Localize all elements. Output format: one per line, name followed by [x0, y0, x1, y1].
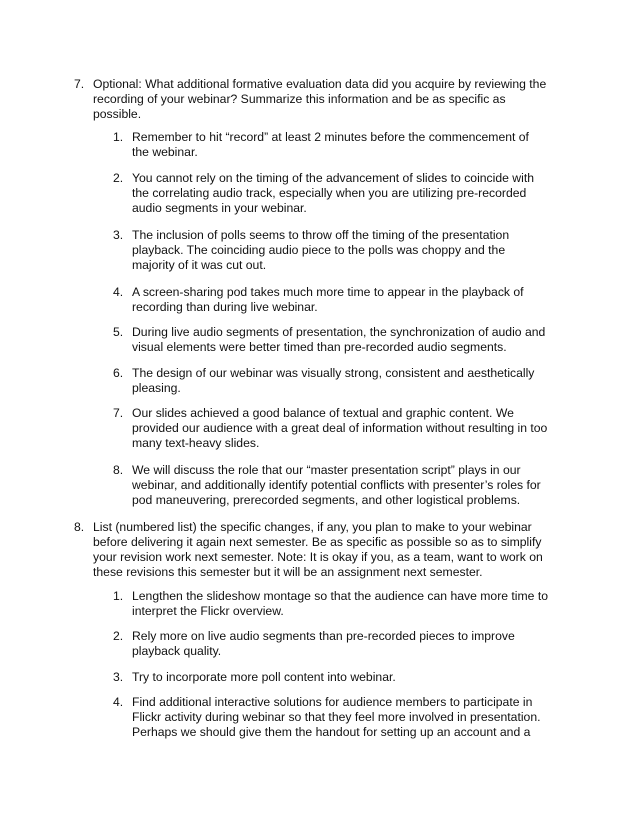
- question-text: Optional: What additional formative evaluation data did you acquire by reviewing the recording of your webinar? Summarize this information and be as specific as possible.: [93, 77, 547, 121]
- list-item-number: 6.: [113, 366, 124, 380]
- list-item-number: 5.: [113, 325, 124, 339]
- question-8: [74, 520, 574, 580]
- list-item-number: 3.: [113, 228, 124, 242]
- list-item-text: A screen-sharing pod takes much more time to appear in the playback of recording than during live webinar.: [132, 285, 524, 314]
- list-item: [113, 670, 575, 685]
- list-item: [113, 325, 575, 355]
- list-item-text: Find additional interactive solutions for audience members to participate in Flickr activity during webinar so that they feel more involved in presentation. Perhaps we should give them the handout for setting up an account and a: [132, 695, 541, 739]
- list-item: [113, 285, 575, 315]
- list-item-number: 4.: [113, 695, 124, 709]
- list-item-text: Our slides achieved a good balance of textual and graphic content. We provided our audience with a great deal of information without resulting in too many text-heavy slides.: [132, 406, 548, 450]
- list-item-text: Rely more on live audio segments than pre-recorded pieces to improve playback quality.: [132, 629, 515, 658]
- list-item-text: The design of our webinar was visually strong, consistent and aesthetically pleasing.: [132, 366, 535, 395]
- list-item-text: The inclusion of polls seems to throw off the timing of the presentation playback. The coinciding audio piece to the polls was choppy and the majority of it was cut out.: [132, 228, 510, 272]
- list-item: [113, 463, 575, 508]
- list-item-number: 1.: [113, 130, 124, 144]
- list-item: [113, 406, 575, 451]
- list-item: [113, 695, 575, 740]
- list-item: [113, 629, 575, 659]
- list-item: [113, 130, 575, 160]
- question-7: [74, 77, 574, 122]
- list-item-number: 2.: [113, 171, 124, 185]
- question-text: List (numbered list) the specific changes, if any, you plan to make to your webinar before delivering it again next semester. Be as specific as possible so as to simplify your revision work next semester. Note: It is okay if you, as a team, want to work on these revisions this semester but it will be an assignment next semester.: [93, 520, 543, 579]
- list-item: [113, 171, 575, 216]
- list-item-number: 1.: [113, 589, 124, 603]
- list-item: [113, 366, 575, 396]
- list-item-number: 2.: [113, 629, 124, 643]
- list-item-text: Try to incorporate more poll content into webinar.: [132, 670, 396, 684]
- list-item-text: Remember to hit “record” at least 2 minutes before the commencement of the webinar.: [132, 130, 529, 159]
- list-item-text: We will discuss the role that our “master presentation script” plays in our webinar, and additionally identify potential conflicts with presenter’s roles for pod maneuvering, prerecorded segments, and other logistical problems.: [132, 463, 541, 507]
- list-item-number: 7.: [113, 406, 124, 420]
- question-number: 8.: [74, 520, 85, 534]
- list-item-number: 8.: [113, 463, 124, 477]
- list-item-number: 4.: [113, 285, 124, 299]
- list-item-number: 3.: [113, 670, 124, 684]
- list-item-text: Lengthen the slideshow montage so that the audience can have more time to interpret the Flickr overview.: [132, 589, 548, 618]
- list-item: [113, 589, 575, 619]
- list-item-text: During live audio segments of presentation, the synchronization of audio and visual elements were better timed than pre-recorded audio segments.: [132, 325, 546, 354]
- list-item-text: You cannot rely on the timing of the advancement of slides to coincide with the correlating audio track, especially when you are utilizing pre-recorded audio segments in your webinar.: [132, 171, 534, 215]
- question-number: 7.: [74, 77, 85, 91]
- list-item: [113, 228, 575, 273]
